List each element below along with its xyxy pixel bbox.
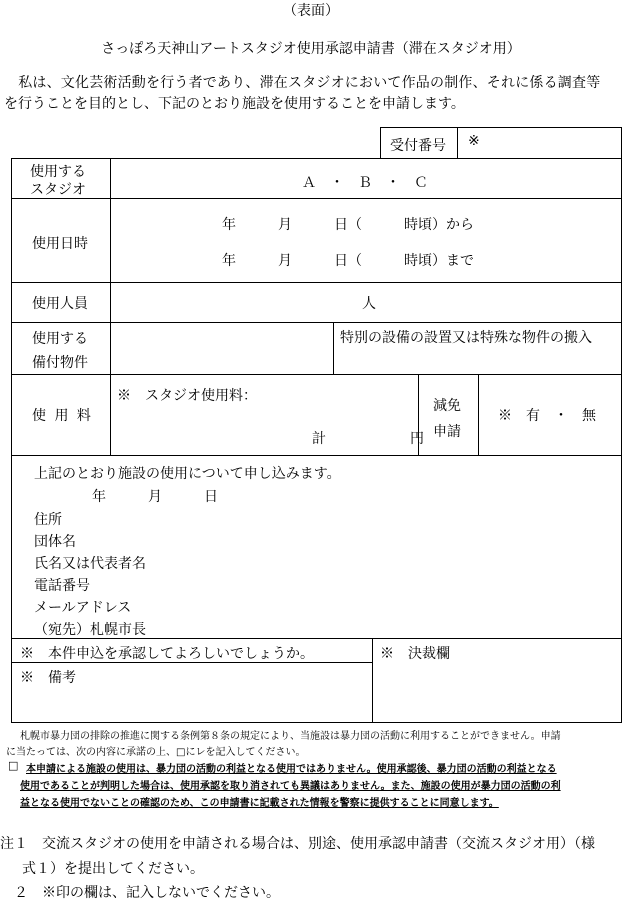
side-label: （表面） [283, 3, 339, 19]
intro-line-1: 私は、文化芸術活動を行う者であり、滞在スタジオにおいて作品の制作、それに係る調査等 [4, 75, 601, 91]
equipment-input[interactable] [112, 324, 331, 372]
phone-label: 電話番号 [34, 578, 90, 594]
persons-label: 使用人員 [32, 296, 88, 312]
notice-line-1: 札幌市暴力団の排除の推進に関する条例第８条の規定により、当施設は暴力団の活動に利用することができません。申請 [20, 731, 561, 742]
consent-checkbox[interactable]: □ [8, 759, 19, 772]
name-label: 氏名又は代表者名 [34, 556, 146, 572]
persons-input[interactable] [112, 284, 352, 320]
dates-label: 使用日時 [32, 236, 88, 252]
consent-line-1: 本申請による施設の使用は、暴力団の活動の利益となる使用ではありません。使用承認後、暴力団の活動の利益となる [26, 764, 557, 775]
studio-fee-label: ※ スタジオ使用料： [117, 388, 257, 404]
form-title: さっぽろ天神山アートスタジオ使用承認申請書（滞在スタジオ用） [101, 41, 521, 57]
special-equipment-label: 特別の設備の設置又は特殊な物件の搬入 [340, 330, 592, 346]
decision-field: ※ 決裁欄 [380, 646, 450, 662]
equipment-label: 使用する 備付物件 [32, 331, 88, 371]
persons-unit: 人 [362, 296, 376, 312]
consent-line-3: 益となる使用でないことの確認のため、この申請書に記載された情報を警察に提供することに同意します。 [20, 798, 499, 809]
reduction-label: 減免 申請 [433, 398, 461, 440]
note-1-line-2: 式１）を提出してください。 [22, 861, 204, 877]
group-label: 団体名 [34, 534, 76, 550]
remarks-field: ※ 備考 [20, 670, 76, 686]
application-date[interactable]: 年 月 日 [92, 489, 218, 505]
notice-line-2: に当たっては、次の内容に承諾の上、□にレを記入してください。 [6, 747, 306, 758]
studio-options[interactable]: Ａ ・ Ｂ ・ Ｃ [302, 175, 428, 191]
addressee: （宛先）札幌市長 [34, 622, 146, 638]
applicant-statement: 上記のとおり施設の使用について申し込みます。 [34, 466, 341, 482]
studio-label: 使用する スタジオ [30, 164, 86, 198]
email-label: メールアドレス [34, 600, 132, 616]
fee-label: 使 用 料 [32, 408, 93, 424]
reduction-yes-no[interactable]: ※ 有 ・ 無 [498, 408, 596, 424]
receipt-number-field[interactable] [459, 128, 621, 158]
approval-question: ※ 本件申込を承認してよろしいでしょうか。 [20, 646, 314, 662]
consent-line-2: 使用であることが判明した場合は、使用承認を取り消されても異議はありません。また、施設の使用が暴力団の活動の利 [20, 781, 561, 792]
note-2: ２ ※印の欄は、記入しないでください。 [14, 885, 280, 901]
intro-line-2: を行うことを目的とし、下記のとおり施設を使用することを申請します。 [4, 96, 465, 112]
fee-total: 計 円 [312, 431, 424, 447]
date-from[interactable]: 年 月 日（ 時頃）から [222, 217, 474, 233]
receipt-label: 受付番号 [390, 138, 446, 154]
receipt-mark: ※ [468, 133, 480, 149]
date-to[interactable]: 年 月 日（ 時頃）まで [222, 253, 474, 269]
address-label: 住所 [34, 512, 62, 528]
note-1-line-1: 注１ 交流スタジオの使用を申請される場合は、別途、使用承認申請書（交流スタジオ用）（様 [0, 836, 595, 852]
